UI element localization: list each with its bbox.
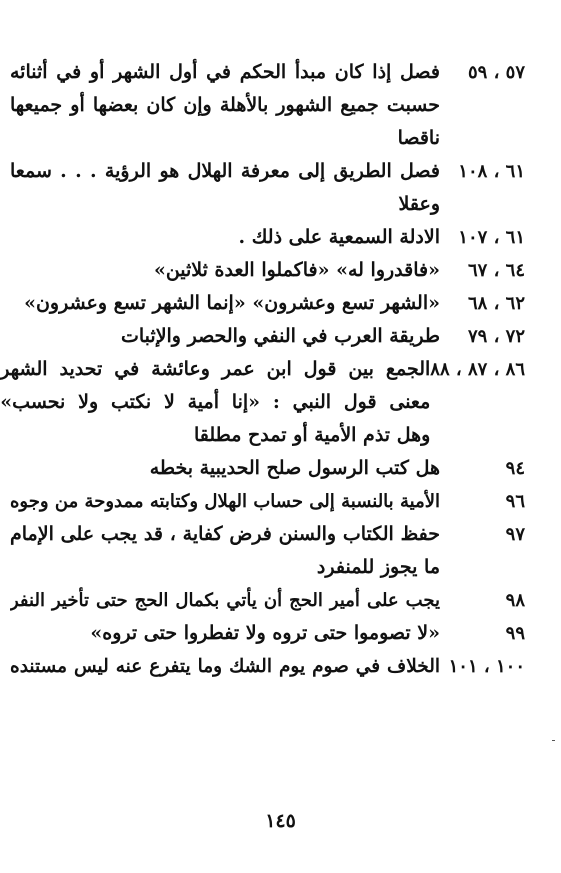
entry-title-line: ما يجوز للمنفرد xyxy=(316,556,440,578)
entry-title-line: الجمع بين قول ابن عمر وعائشة في تحديد الشهر xyxy=(0,358,431,380)
entry-page-numbers: ٥٧ ، ٥٩ xyxy=(467,62,525,83)
entry-page-numbers: ٦٤ ، ٦٧ xyxy=(467,260,525,281)
entry-title xyxy=(10,650,440,683)
entry-page-numbers: ٩٨ xyxy=(505,590,525,611)
entry-title-line: فصل الطريق إلى معرفة الهلال هو الرؤية . . . سمعا xyxy=(10,160,440,182)
entry-page-numbers: ٩٩ xyxy=(505,623,525,644)
entry-page-numbers: ١٠٠ ، ١٠١ xyxy=(448,656,525,677)
entry-title-line: هل كتب الرسول صلح الحديبية بخطه xyxy=(149,457,440,479)
index-entry xyxy=(10,155,551,221)
index-entry xyxy=(10,254,551,287)
entry-title-line: الادلة السمعية على ذلك . xyxy=(238,226,440,248)
index-entry xyxy=(10,287,551,320)
entry-title-line: حفظ الكتاب والسنن فرض كفاية ، قد يجب على الإمام xyxy=(10,523,440,545)
entry-title xyxy=(10,452,440,485)
index-entry xyxy=(0,353,551,452)
entry-title-line: معنى قول النبي : «إنا أمية لا نكتب ولا نحسب» xyxy=(0,391,431,413)
index-entry xyxy=(10,452,551,485)
entry-title-line: الأمية بالنسبة إلى حساب الهلال وكتابته ممدوحة من وجوه xyxy=(10,491,440,512)
entry-title xyxy=(0,353,430,452)
index-entries xyxy=(0,56,551,683)
entry-title xyxy=(10,320,440,353)
entry-page-numbers: ٦٢ ، ٦٨ xyxy=(467,293,525,314)
entry-page-numbers: ٦١ ، ١٠٧ xyxy=(458,227,525,248)
entry-title-line: فصل إذا كان مبدأ الحكم في أول الشهر أو في أثنائه xyxy=(10,61,440,83)
entry-page-numbers: ٧٢ ، ٧٩ xyxy=(467,326,525,347)
entry-title xyxy=(10,617,440,650)
entry-title xyxy=(10,155,440,221)
entry-title-line: وعقلا xyxy=(398,193,440,215)
entry-page-numbers: ٩٤ xyxy=(505,458,525,479)
index-entry xyxy=(10,518,551,584)
index-entry xyxy=(10,485,551,518)
page-number: ١٤٥ xyxy=(265,810,296,832)
index-entry xyxy=(10,320,551,353)
index-entry xyxy=(10,650,551,683)
entry-title-line: «فاقدروا له» «فاكملوا العدة ثلاثين» xyxy=(153,259,440,281)
entry-title-line: حسبت جميع الشهور بالأهلة وإن كان بعضها أو جميعها xyxy=(10,94,440,116)
index-entry xyxy=(10,617,551,650)
entry-title-line: «الشهر تسع وعشرون» «إنما الشهر تسع وعشرون» xyxy=(24,292,440,314)
entry-title xyxy=(10,287,440,320)
entry-title-line: «لا تصوموا حتى تروه ولا تفطروا حتى تروه» xyxy=(90,622,440,644)
entry-title xyxy=(10,485,440,518)
index-entry xyxy=(10,56,551,155)
entry-page-numbers: ٦١ ، ١٠٨ xyxy=(458,161,525,182)
index-entry xyxy=(10,584,551,617)
crop-mark xyxy=(552,740,555,741)
entry-title-line: وهل تذم الأمية أو تمدح مطلقا xyxy=(193,424,431,446)
entry-title-line: ناقصا xyxy=(397,127,440,149)
entry-page-numbers: ٩٦ xyxy=(505,491,525,512)
entry-title xyxy=(10,221,440,254)
entry-title-line: طريقة العرب في النفي والحصر والإثبات xyxy=(121,325,440,347)
entry-title xyxy=(10,518,440,584)
entry-title-line: الخلاف في صوم يوم الشك وما يتفرع عنه ليس مستنده xyxy=(10,656,440,677)
entry-page-numbers: ٩٧ xyxy=(505,524,525,545)
entry-title xyxy=(10,584,440,617)
entry-title xyxy=(10,56,440,155)
entry-page-numbers: ٨٦ ، ٨٧ ، ٨٨ xyxy=(430,359,525,380)
index-entry xyxy=(10,221,551,254)
entry-title-line: يجب على أمير الحج أن يأتي بكمال الحج حتى تأخير النفر xyxy=(10,590,440,611)
entry-title xyxy=(10,254,440,287)
